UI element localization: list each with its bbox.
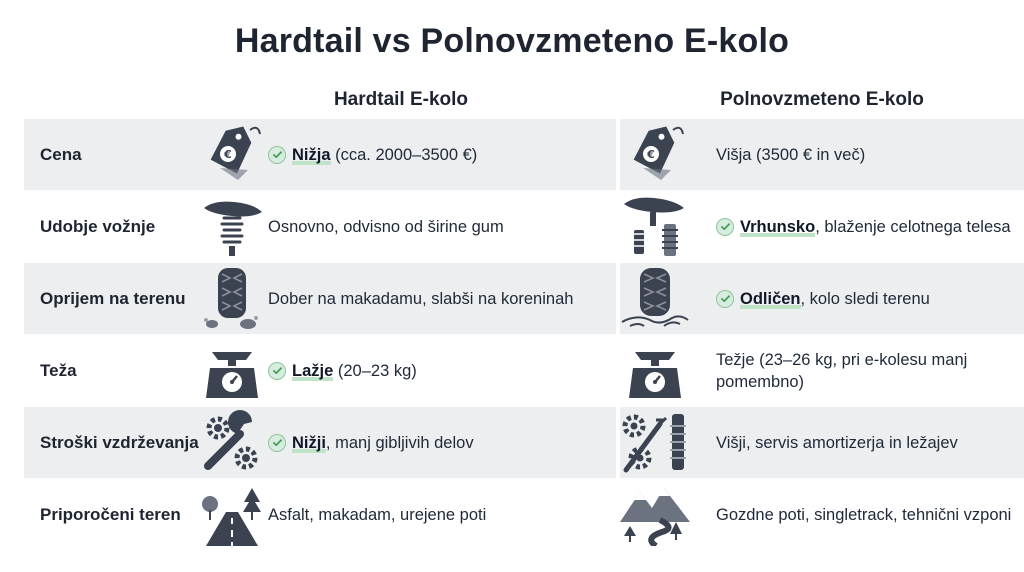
value-rest: Asfalt, makadam, urejene poti	[268, 505, 487, 524]
value-rest: Osnovno, odvisno od širine gum	[268, 217, 504, 236]
value-rest: (20–23 kg)	[333, 361, 417, 380]
value-rest: , kolo sledi terenu	[800, 289, 930, 308]
wrench-gear-icon	[200, 410, 264, 474]
column-header-hardtail: Hardtail E-kolo	[333, 89, 469, 110]
full-suspension-value	[716, 335, 1016, 406]
full-suspension-value	[716, 407, 1016, 478]
value-text	[292, 432, 474, 454]
scale-icon	[620, 338, 690, 402]
value-text	[740, 288, 930, 310]
row-label: Teža	[40, 360, 77, 380]
table-row	[24, 407, 1024, 478]
value-rest: Dober na makadamu, slabši na koreninah	[268, 289, 574, 308]
value-text	[716, 144, 865, 166]
price-tag-euro-icon	[620, 122, 690, 186]
highlighted-term: Odličen	[740, 289, 801, 308]
value-rest: Gozdne poti, singletrack, tehnični vzponi	[716, 505, 1012, 524]
value-text	[268, 288, 573, 310]
value-rest: , blaženje celotnega telesa	[815, 217, 1011, 236]
page-title: Hardtail vs Polnovzmeteno E-kolo	[234, 22, 790, 60]
row-label: Oprijem na terenu	[40, 288, 186, 308]
check-icon	[716, 218, 734, 236]
value-rest: Težje (23–26 kg, pri e-kolesu manj pomembno)	[716, 350, 968, 391]
hardtail-value	[268, 407, 608, 478]
value-text	[740, 216, 1011, 238]
check-icon	[268, 434, 286, 452]
table-row	[24, 119, 1024, 190]
row-label: Stroški vzdrževanja	[40, 432, 199, 452]
row-label: Cena	[40, 144, 82, 164]
scale-icon	[200, 338, 264, 402]
svg-text:€: €	[647, 148, 655, 161]
table-row	[24, 263, 1024, 334]
hardtail-value	[268, 119, 608, 190]
svg-text:€: €	[224, 148, 232, 161]
column-header-full-suspension: Polnovzmeteno E-kolo	[720, 89, 924, 110]
highlighted-term: Nižji	[292, 433, 326, 452]
value-text	[716, 504, 1011, 526]
saddle-suspension-icon	[620, 194, 690, 258]
value-rest: (cca. 2000–3500 €)	[330, 145, 478, 164]
check-icon	[268, 146, 286, 164]
full-suspension-value	[716, 191, 1016, 262]
table-row	[24, 479, 1024, 550]
row-label: Priporočeni teren	[40, 504, 181, 524]
table-row	[24, 191, 1024, 262]
value-text	[268, 504, 486, 526]
full-suspension-value	[716, 263, 1016, 334]
row-label: Udobje vožnje	[40, 216, 156, 236]
check-icon	[268, 362, 286, 380]
highlighted-term: Vrhunsko	[740, 217, 816, 236]
tire-roots-icon	[620, 266, 690, 330]
value-text	[292, 144, 477, 166]
check-icon	[716, 290, 734, 308]
price-tag-euro-icon	[200, 122, 264, 186]
hardtail-value	[268, 479, 608, 550]
gears-wrench-shock-icon	[620, 410, 690, 474]
value-rest: Višji, servis amortizerja in ležajev	[716, 433, 958, 452]
hardtail-value	[268, 191, 608, 262]
value-text	[716, 432, 958, 454]
hardtail-value	[268, 335, 608, 406]
road-trees-icon	[200, 482, 264, 546]
value-text	[716, 349, 1016, 393]
tire-rocks-icon	[200, 266, 264, 330]
full-suspension-value	[716, 479, 1016, 550]
hardtail-value	[268, 263, 608, 334]
full-suspension-value	[716, 119, 1016, 190]
value-rest: , manj gibljivih delov	[325, 433, 474, 452]
saddle-spring-icon	[200, 194, 264, 258]
value-text	[292, 360, 417, 382]
value-text	[268, 216, 504, 238]
highlighted-term: Lažje	[292, 361, 334, 380]
value-rest: Višja (3500 € in več)	[716, 145, 866, 164]
highlighted-term: Nižja	[292, 145, 331, 164]
mountain-trail-icon	[620, 482, 690, 546]
table-row	[24, 335, 1024, 406]
